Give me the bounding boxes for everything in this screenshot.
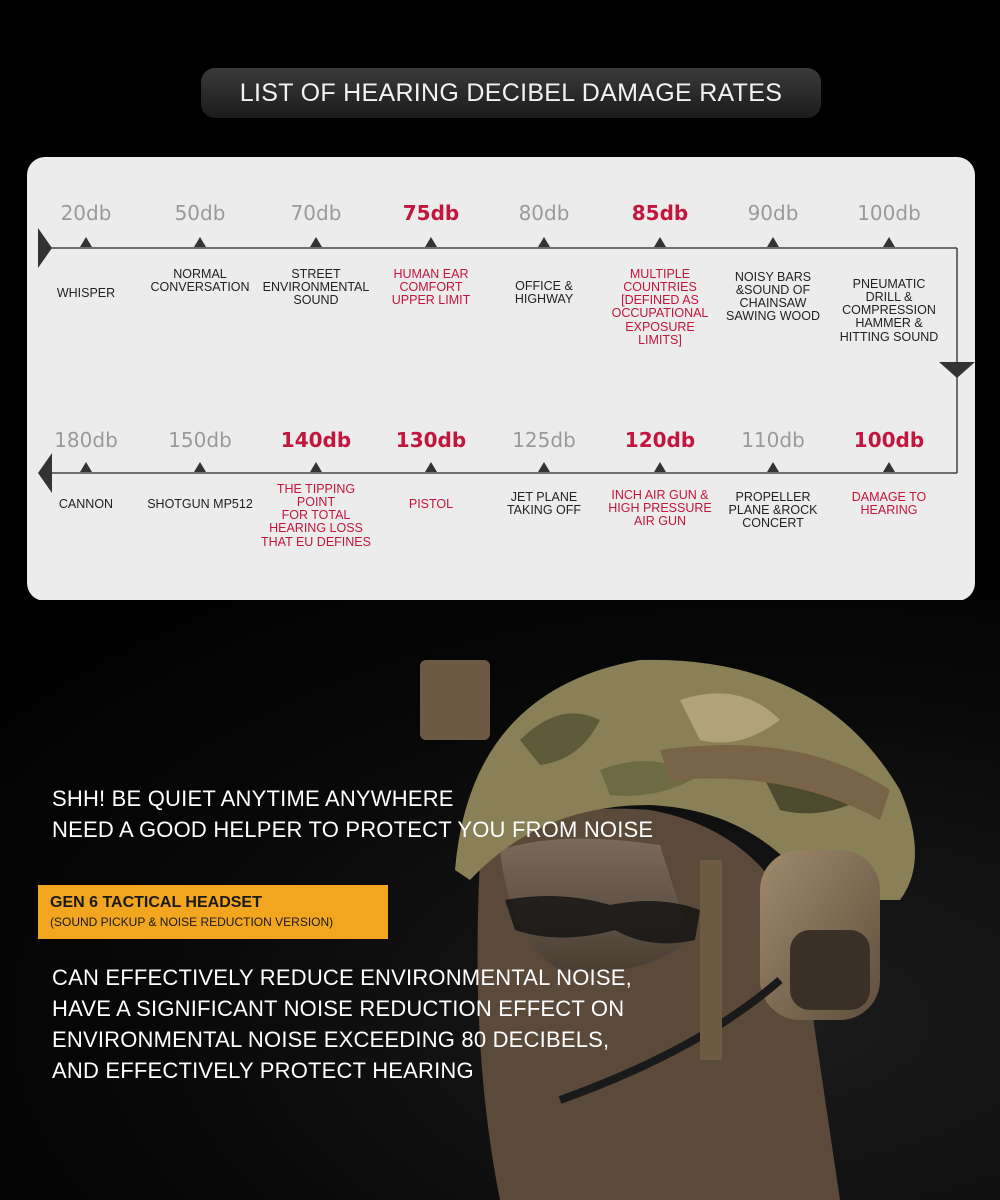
product-version: (SOUND PICKUP & NOISE REDUCTION VERSION) <box>50 915 334 929</box>
tick-marker-row1-1 <box>80 237 92 247</box>
db-source-row2-7: PROPELLER PLANE &ROCK CONCERT <box>728 490 818 531</box>
db-value-row1-7: 90db <box>747 201 799 225</box>
tick-marker-row1-4 <box>425 237 437 247</box>
product-badge <box>38 885 388 939</box>
db-source-row1-8: PNEUMATIC DRILL & COMPRESSION HAMMER & HITTING SOUND <box>839 277 939 344</box>
db-value-row1-5: 80db <box>518 201 570 225</box>
tick-marker-row2-1 <box>80 462 92 472</box>
db-source-row2-1: CANNON <box>58 497 114 511</box>
tick-marker-row1-7 <box>767 237 779 247</box>
db-value-row1-3: 70db <box>290 201 342 225</box>
tick-marker-row1-8 <box>883 237 895 247</box>
db-value-row1-4: 75db <box>402 201 460 225</box>
db-source-row1-5: OFFICE & HIGHWAY <box>514 279 574 307</box>
product-name: GEN 6 TACTICAL HEADSET <box>50 894 262 911</box>
db-source-row2-5: JET PLANE TAKING OFF <box>506 490 582 518</box>
db-value-row2-4: 130db <box>395 428 467 452</box>
db-source-row1-7: NOISY BARS &SOUND OF CHAINSAW SAWING WOOD <box>726 270 820 324</box>
product-description: CAN EFFECTIVELY REDUCE ENVIRONMENTAL NOISE, HAVE A SIGNIFICANT NOISE REDUCTION EFFECT ON ENVIRONMENTAL NOISE EXCEEDING 80 DECIBELS, AND EFFECTIVELY PROTECT HEARING <box>52 965 632 1083</box>
db-value-row1-2: 50db <box>174 201 226 225</box>
start-arrow-icon <box>38 228 52 268</box>
db-value-row2-5: 125db <box>512 428 576 452</box>
tick-marker-row2-8 <box>883 462 895 472</box>
decibel-scale-card <box>27 157 975 601</box>
turn-arrow-icon <box>939 362 975 378</box>
tick-marker-row1-3 <box>310 237 322 247</box>
db-source-row2-6: INCH AIR GUN & HIGH PRESSURE AIR GUN <box>608 488 712 529</box>
db-value-row2-6: 120db <box>624 428 696 452</box>
db-value-row2-2: 150db <box>168 428 232 452</box>
intro-text: SHH! BE QUIET ANYTIME ANYWHERE NEED A GOOD HELPER TO PROTECT YOU FROM NOISE <box>52 786 654 842</box>
tick-marker-row1-6 <box>654 237 666 247</box>
tick-marker-row2-3 <box>310 462 322 472</box>
db-source-row2-2: SHOTGUN MP512 <box>147 497 253 511</box>
tick-marker-row1-5 <box>538 237 550 247</box>
db-source-row2-8: DAMAGE TO HEARING <box>851 490 927 518</box>
db-source-row1-1: WHISPER <box>56 286 116 300</box>
db-value-row1-1: 20db <box>60 201 112 225</box>
tick-marker-row2-4 <box>425 462 437 472</box>
db-value-row1-6: 85db <box>631 201 689 225</box>
db-source-row1-3: STREET ENVIRONMENTAL SOUND <box>262 267 370 308</box>
tick-marker-row2-2 <box>194 462 206 472</box>
db-source-row1-2: NORMAL CONVERSATION <box>150 267 250 295</box>
db-value-row1-8: 100db <box>857 201 921 225</box>
end-arrow-icon <box>38 453 52 493</box>
db-source-row2-3: THE TIPPING POINT FOR TOTAL HEARING LOSS THAT EU DEFINES <box>261 482 371 549</box>
tick-marker-row2-7 <box>767 462 779 472</box>
tick-marker-row2-5 <box>538 462 550 472</box>
db-source-row1-6: MULTIPLE COUNTRIES [DEFINED AS OCCUPATIONAL EXPOSURE LIMITS] <box>611 267 709 347</box>
db-source-row1-4: HUMAN EAR COMFORT UPPER LIMIT <box>391 267 471 308</box>
db-value-row2-3: 140db <box>280 428 352 452</box>
db-value-row2-7: 110db <box>741 428 805 452</box>
page-title: LIST OF HEARING DECIBEL DAMAGE RATES <box>201 68 821 118</box>
db-value-row2-1: 180db <box>54 428 118 452</box>
tick-marker-row2-6 <box>654 462 666 472</box>
db-source-row2-4: PISTOL <box>408 497 454 511</box>
db-value-row2-8: 100db <box>853 428 925 452</box>
tick-marker-row1-2 <box>194 237 206 247</box>
